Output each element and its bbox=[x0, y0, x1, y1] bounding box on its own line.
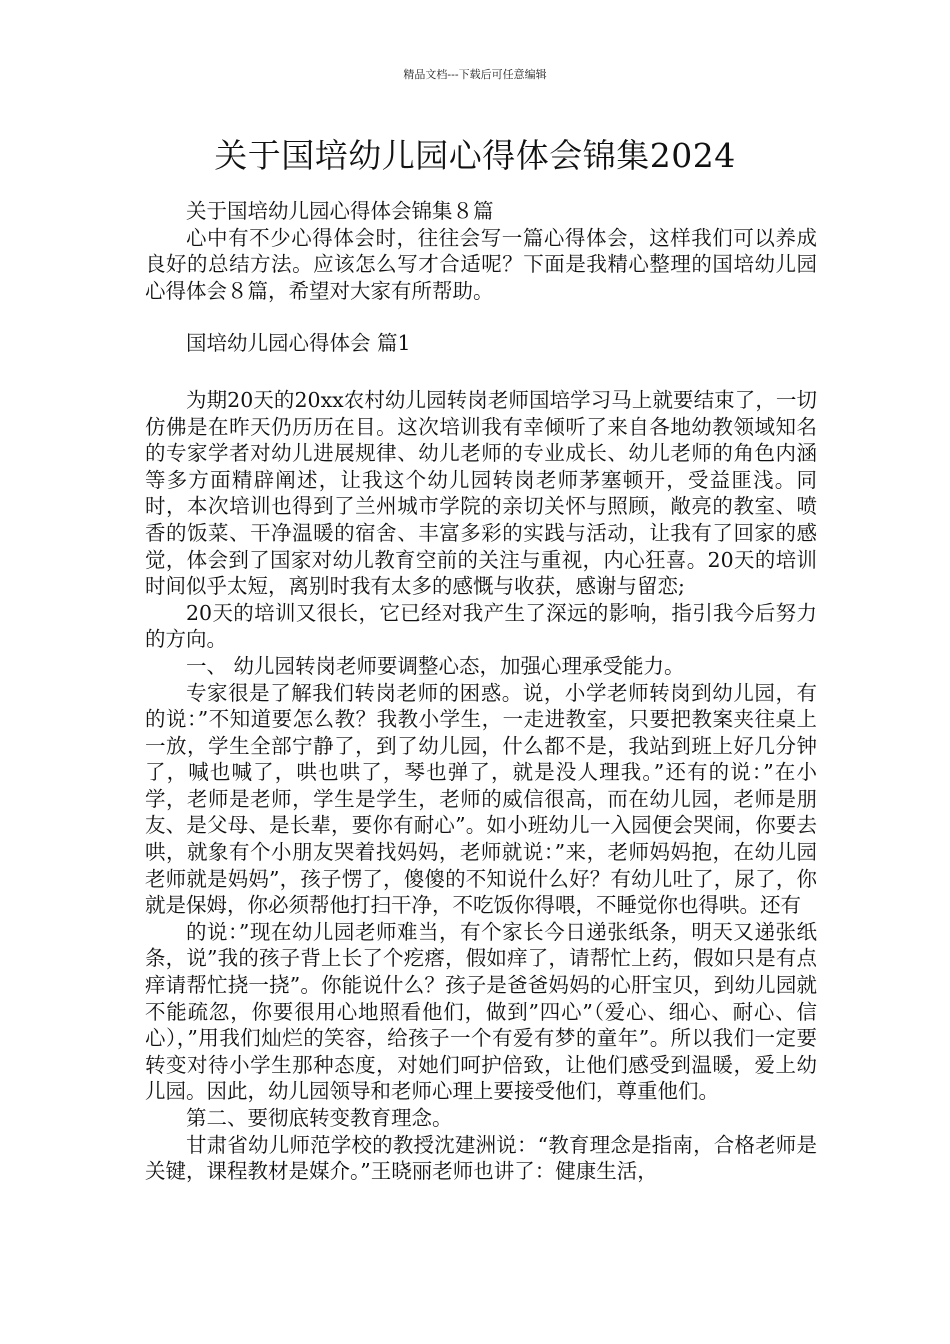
body-paragraph-5: 甘肃省幼儿师范学校的教授沈建洲说：“教育理念是指南，合格老师是关键，课程教材是媒介。”王晓丽老师也讲了：健康生活， bbox=[145, 1132, 817, 1184]
subtitle-paragraph: 关于国培幼儿园心得体会锦集８篇 bbox=[186, 199, 494, 223]
document-body bbox=[145, 198, 817, 1185]
body-paragraph-1: 为期20天的20xx农村幼儿园转岗老师国培学习马上就要结束了，一切仿佛是在昨天仍历历在目。这次培训我有幸倾听了来自各地幼教领域知名的专家学者对幼儿进展规律、幼儿老师的专业成长、幼儿老师的角色内涵等多方面精辟阐述，让我这个幼儿园转岗老师茅塞顿开，受益匪浅。同时，本次培训也得到了兰州城市学院的亲切关怀与照顾，敞亮的教室、喷香的饭菜、干净温暖的宿舍、丰富多彩的实践与活动，让我有了回家的感觉，体会到了国家对幼儿教育空前的关注与重视，内心狂喜。20天的培训时间似乎太短，离别时我有太多的感慨与收获，感谢与留恋; bbox=[145, 387, 817, 599]
body-paragraph-3: 专家很是了解我们转岗老师的困惑。说，小学老师转岗到幼儿园，有的说：”不知道要怎么教？我教小学生，一走进教室，只要把教案夹往桌上一放，学生全部宁静了，到了幼儿园，什么都不是，我站到班上好几分钟了，喊也喊了，哄也哄了，琴也弹了，就是没人理我。”还有的说：”在小学，老师是老师，学生是学生，老师的威信很高，而在幼儿园，老师是朋友、是父母、是长辈，要你有耐心”。如小班幼儿一入园便会哭闹，你要去哄，就象有个小朋友哭着找妈妈，老师就说：”来，老师妈妈抱，在幼儿园老师就是妈妈”，孩子愣了，傻傻的不知说什么好？有幼儿吐了，尿了，你就是保姆，你必须帮他打扫干净，不吃饭你得喂，不睡觉你也得哄。还有 bbox=[145, 680, 817, 918]
point-heading-1: 一、 幼儿园转岗老师要调整心态，加强心理承受能力。 bbox=[186, 653, 685, 678]
page-header-note: 精品文档---下载后可任意编辑 bbox=[403, 68, 547, 81]
section-heading: 国培幼儿园心得体会 篇1 bbox=[186, 331, 411, 356]
document-title: 关于国培幼儿园心得体会锦集2024 bbox=[214, 136, 736, 175]
intro-paragraph: 心中有不少心得体会时，往往会写一篇心得体会，这样我们可以养成良好的总结方法。应该怎么写才合适呢？下面是我精心整理的国培幼儿园心得体会８篇，希望对大家有所帮助。 bbox=[145, 225, 817, 303]
body-paragraph-2: 20天的培训又很长，它已经对我产生了深远的影响，指引我今后努力的方向。 bbox=[145, 600, 817, 652]
point-heading-2: 第二、要彻底转变教育理念。 bbox=[186, 1106, 453, 1130]
body-paragraph-4: 的说：”现在幼儿园老师难当，有个家长今日递张纸条，明天又递张纸条，说”我的孩子背上长了个疙瘩，假如痒了，请帮忙上药，假如只是有点痒请帮忙挠一挠”。你能说什么？孩子是爸爸妈妈的心肝宝贝，到幼儿园就不能疏忽，你要很用心地照看他们，做到”四心”（爱心、细心、耐心、信心），”用我们灿烂的笑容，给孩子一个有爱有梦的童年”。所以我们一定要转变对待小学生那种态度，对她们呵护倍致，让他们感受到温暖，爱上幼儿园。因此，幼儿园领导和老师心理上要接受他们，尊重他们。 bbox=[145, 919, 817, 1104]
